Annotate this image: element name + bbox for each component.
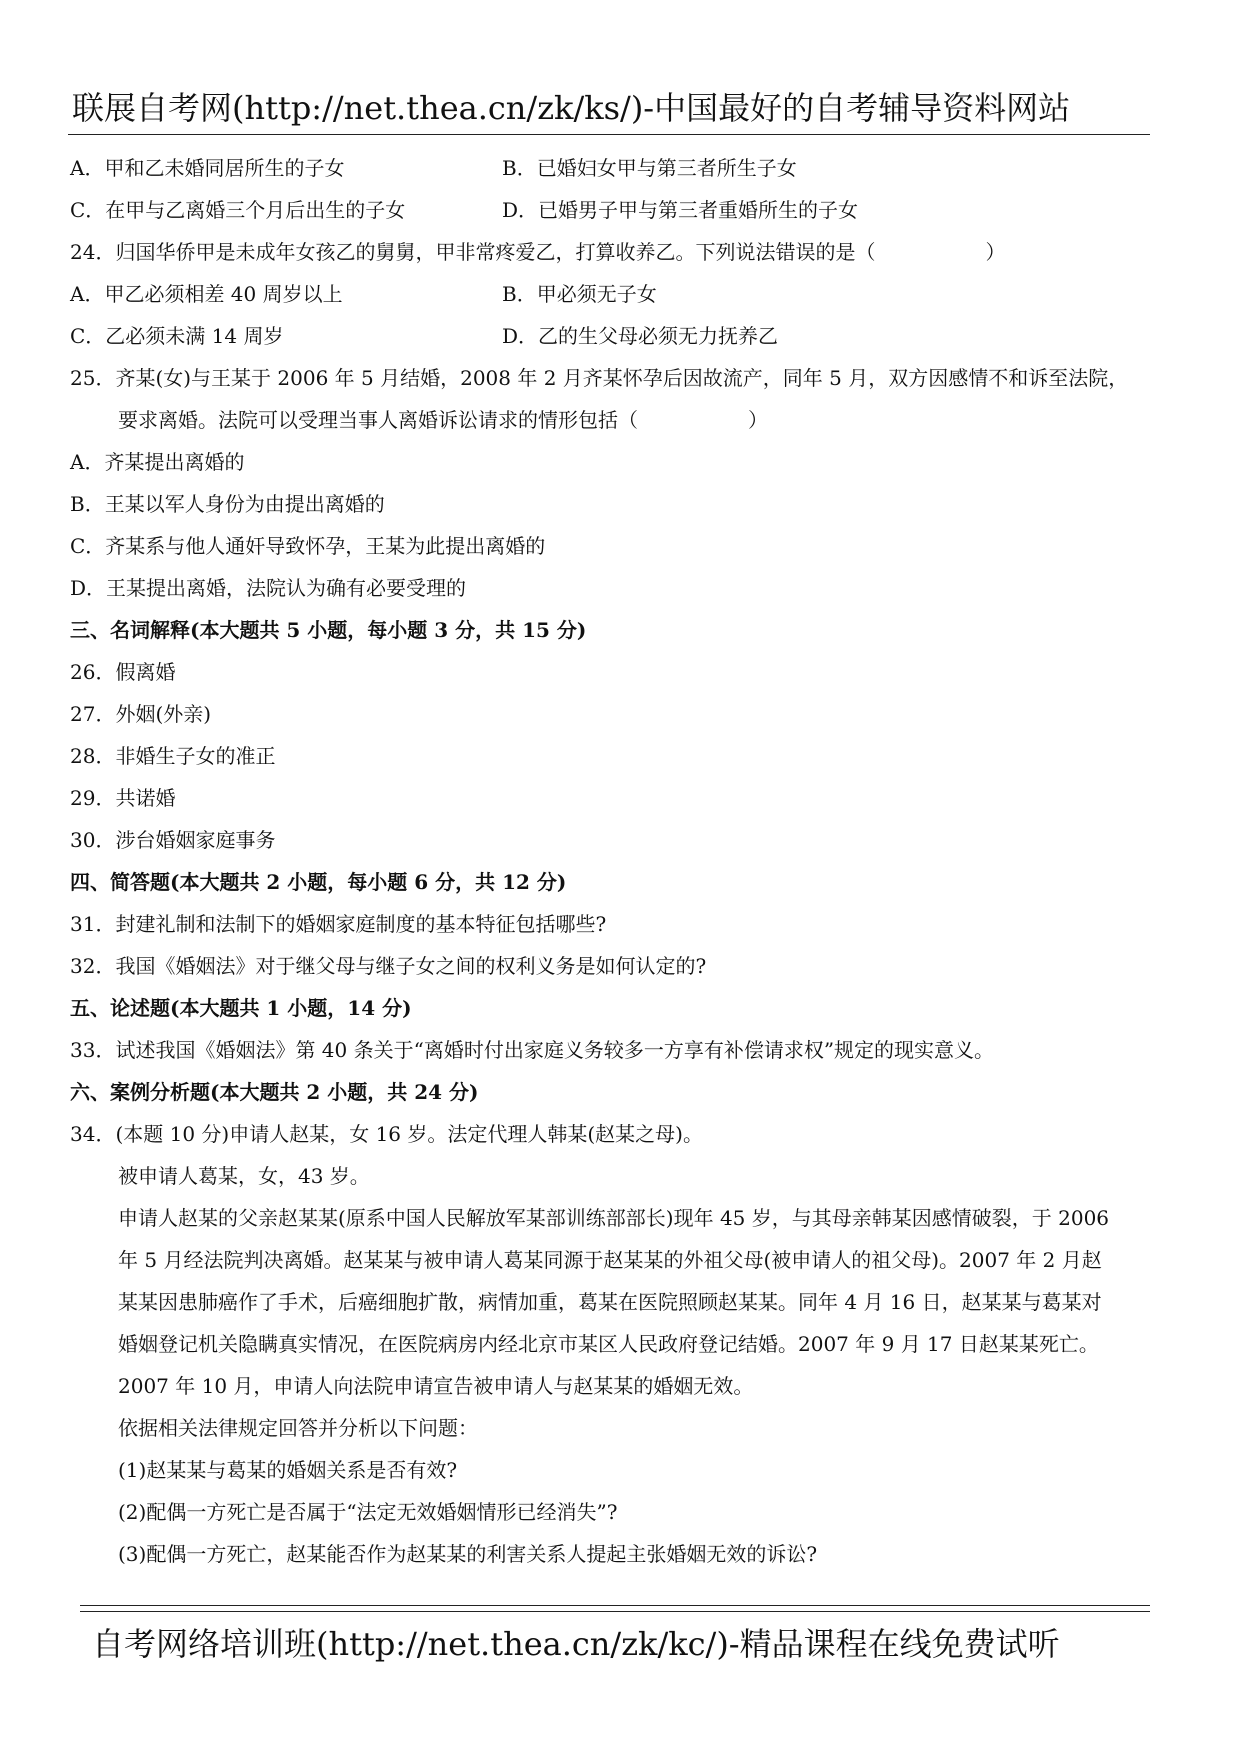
question-31: 31．封建礼制和法制下的婚姻家庭制度的基本特征包括哪些? bbox=[70, 912, 607, 936]
q25-stem-line-1: 25．齐某(女)与王某于 2006 年 5 月结婚，2008 年 2 月齐某怀孕后因故流产，同年 5 月，双方因感情不和诉至法院， bbox=[70, 366, 1129, 390]
case-paragraph-line: 某某因患肺癌作了手术，后癌细胞扩散，病情加重，葛某在医院照顾赵某某。同年 4 月 16 日，赵某某与葛某对 bbox=[118, 1290, 1102, 1314]
page-header: 联展自考网(http://net.thea.cn/zk/ks/)-中国最好的自考辅导资料网站 bbox=[72, 89, 1071, 127]
q24-option-d: D．乙的生父母必须无力抚养乙 bbox=[502, 324, 779, 348]
q25-stem-end: ） bbox=[748, 408, 768, 432]
page-footer: 自考网络培训班(http://net.thea.cn/zk/kc/)-精品课程在线免费试听 bbox=[92, 1625, 1060, 1663]
question-29: 29．共诺婚 bbox=[70, 786, 176, 810]
q25-option-a: A．齐某提出离婚的 bbox=[70, 450, 245, 474]
case-question-2: (2)配偶一方死亡是否属于“法定无效婚姻情形已经消失”? bbox=[118, 1500, 618, 1524]
q25-option-d: D．王某提出离婚，法院认为确有必要受理的 bbox=[70, 576, 467, 600]
case-question-1: (1)赵某某与葛某的婚姻关系是否有效? bbox=[118, 1458, 458, 1482]
q24-stem-text: 24．归国华侨甲是未成年女孩乙的舅舅，甲非常疼爱乙，打算收养乙。下列说法错误的是（ bbox=[70, 240, 876, 264]
section-3-heading: 三、名词解释(本大题共 5 小题，每小题 3 分，共 15 分) bbox=[70, 618, 587, 642]
q23-option-c: C．在甲与乙离婚三个月后出生的子女 bbox=[70, 198, 406, 222]
q24-option-b: B．甲必须无子女 bbox=[502, 282, 657, 306]
section-5-heading: 五、论述题(本大题共 1 小题，14 分) bbox=[70, 996, 412, 1020]
case-paragraph-line: 年 5 月经法院判决离婚。赵某某与被申请人葛某同源于赵某某的外祖父母(被申请人的祖父母)。2007 年 2 月赵 bbox=[118, 1248, 1102, 1272]
header-rule bbox=[68, 134, 1150, 135]
q24-options-row-1 bbox=[70, 273, 1180, 315]
q25-stem-line-2 bbox=[70, 399, 1180, 441]
question-34-respondent: 被申请人葛某，女，43 岁。 bbox=[118, 1164, 370, 1188]
footer-double-rule bbox=[80, 1605, 1150, 1612]
q23-option-d: D．已婚男子甲与第三者重婚所生的子女 bbox=[502, 198, 859, 222]
question-34-intro: 34．(本题 10 分)申请人赵某，女 16 岁。法定代理人韩某(赵某之母)。 bbox=[70, 1122, 703, 1146]
question-30: 30．涉台婚姻家庭事务 bbox=[70, 828, 276, 852]
q24-stem-end: ） bbox=[985, 240, 1006, 264]
question-32: 32．我国《婚姻法》对于继父母与继子女之间的权利义务是如何认定的? bbox=[70, 954, 707, 978]
question-26: 26．假离婚 bbox=[70, 660, 176, 684]
case-paragraph-line: 婚姻登记机关隐瞒真实情况，在医院病房内经北京市某区人民政府登记结婚。2007 年 9 月 17 日赵某某死亡。 bbox=[118, 1332, 1099, 1356]
exam-content bbox=[70, 147, 1180, 1575]
q23-option-b: B．已婚妇女甲与第三者所生子女 bbox=[502, 156, 797, 180]
case-question-3: (3)配偶一方死亡，赵某能否作为赵某某的利害关系人提起主张婚姻无效的诉讼? bbox=[118, 1542, 818, 1566]
question-33: 33．试述我国《婚姻法》第 40 条关于“离婚时付出家庭义务较多一方享有补偿请求权”规定的现实意义。 bbox=[70, 1038, 995, 1062]
q23-options-row-2 bbox=[70, 189, 1180, 231]
question-27: 27．外姻(外亲) bbox=[70, 702, 212, 726]
q24-options-row-2 bbox=[70, 315, 1180, 357]
q24-option-c: C．乙必须未满 14 周岁 bbox=[70, 324, 284, 348]
section-6-heading: 六、案例分析题(本大题共 2 小题，共 24 分) bbox=[70, 1080, 479, 1104]
q24-option-a: A．甲乙必须相差 40 周岁以上 bbox=[70, 282, 343, 306]
q25-stem-text: 要求离婚。法院可以受理当事人离婚诉讼请求的情形包括（ bbox=[118, 408, 638, 432]
case-instruction: 依据相关法律规定回答并分析以下问题： bbox=[118, 1416, 478, 1440]
q23-options-row-1 bbox=[70, 147, 1180, 189]
q24-stem bbox=[70, 231, 1180, 273]
q25-option-c: C．齐某系与他人通奸导致怀孕，王某为此提出离婚的 bbox=[70, 534, 546, 558]
q25-option-b: B．王某以军人身份为由提出离婚的 bbox=[70, 492, 385, 516]
q23-option-a: A．甲和乙未婚同居所生的子女 bbox=[70, 156, 345, 180]
section-4-heading: 四、简答题(本大题共 2 小题，每小题 6 分，共 12 分) bbox=[70, 870, 567, 894]
question-28: 28．非婚生子女的准正 bbox=[70, 744, 276, 768]
case-paragraph-line: 2007 年 10 月，申请人向法院申请宣告被申请人与赵某某的婚姻无效。 bbox=[118, 1374, 754, 1398]
case-paragraph-line: 申请人赵某的父亲赵某某(原系中国人民解放军某部训练部部长)现年 45 岁，与其母亲韩某因感情破裂，于 2006 bbox=[118, 1206, 1110, 1230]
